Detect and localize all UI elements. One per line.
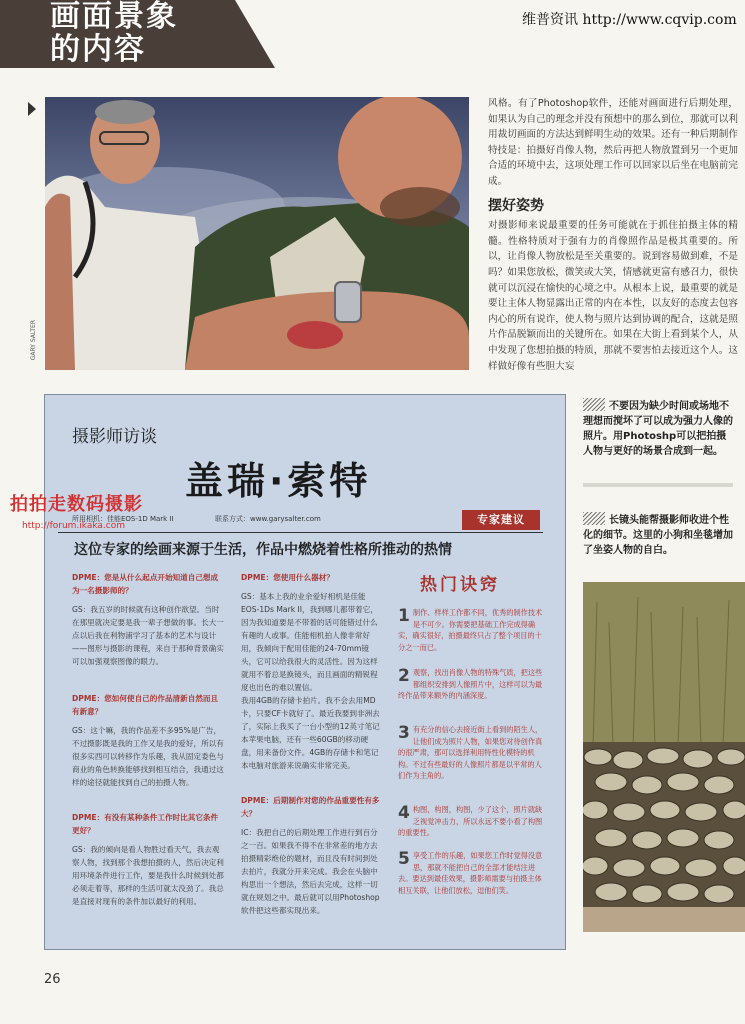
tip-text: 享受工作的乐趣，如果您工作时觉得没意思，那就不能把自己的全部才能结注进去。要达到最佳效果，摄影师需要与拍摄主体相互关联，让他们放松，逗他们笑。 <box>398 851 543 895</box>
two-men-portrait-image <box>45 97 469 370</box>
tip-number: 1 <box>398 606 410 626</box>
question: DPME：后期制作对您的作品重要性有多大？ <box>241 796 380 818</box>
side-note-1 <box>583 398 733 459</box>
tip-text: 构图，构图，构图，少了这个，照片就缺乏视觉冲击力，所以永远不要小看了构图的重要性。 <box>398 805 543 837</box>
tip-item <box>398 724 544 782</box>
intro-paragraph: 风格。有了Photoshop软件，还能对画面进行后期处理，如果认为自己的理念并没有预想中的那么到位，那就可以利用裁切画面的方法达到鲜明生动的效果。还有一种后期制作特技是：拍摄好肖像人物，然后再把人物放置到另一个更加合适的环境中去，这项处理工作可以回家以后坐在电脑前完成。 <box>488 98 738 187</box>
section-title-line1: 画面景象 <box>50 0 178 34</box>
answer: GS：我五岁的时候就有这种创作欲望。当时在那里就决定要是我一辈子想做的事。长大一点以后我在利物浦学习了基本的艺术与设计——图形与摄影的课程，来自于那种背景确实可以加强观察图像的眼力。 <box>72 605 224 666</box>
divider-line <box>58 532 543 533</box>
right-text-column <box>488 96 738 374</box>
section-title <box>50 0 178 66</box>
hatch-marker-icon <box>583 512 605 525</box>
question: DPME：您是从什么起点开始知道自己想成为一名摄影师的？ <box>72 573 219 595</box>
photographer-name: 盖瑞·索特 <box>185 459 372 503</box>
question: DPME：您使用什么器材？ <box>241 573 334 582</box>
expert-advice-badge: 专家建议 <box>462 510 540 530</box>
tip-item <box>398 804 544 839</box>
camera-info: 所用相机：佳能EOS-1D Mark II <box>72 515 174 523</box>
tip-text: 观察，找出肖像人物的特殊气质，把这些都组织安排到人像照片中，这样可以为最终作品带来额外的内涵深度。 <box>398 668 543 700</box>
grass-wall-photo <box>583 582 745 932</box>
tip-number: 4 <box>398 803 410 823</box>
pose-heading: 摆好姿势 <box>488 197 544 214</box>
page-number: 26 <box>44 972 61 987</box>
answer: GS：我的倾向是看人物胜过看天气，我去观察人物，找到那个我想拍摄的人，然后决定利用环境条件进行工作，要是我什么时候到处都必须走着等，那样的生活可就太没劲了。我总是直接对现有的条件加以最好的利用。 <box>72 845 224 906</box>
section-title-line2: 的内容 <box>50 32 146 67</box>
photo-credit: GARY SALTER <box>30 320 37 361</box>
tip-number: 5 <box>398 849 410 869</box>
triangle-marker-icon <box>28 102 36 116</box>
site-watermark: 维普资讯 http://www.cqvip.com <box>522 12 737 28</box>
tip-number: 3 <box>398 723 410 743</box>
interview-label: 摄影师访谈 <box>72 427 157 447</box>
question: DPME：您如何使自己的作品清新自然而且有新意？ <box>72 694 219 716</box>
answer: GS：基本上我的业余爱好相机是佳能EOS-1Ds Mark II，我到哪儿都带着它，因为我知道要是不带着的话可能错过什么有趣的人或事。佳能相机拍人像非常好用，我倾向于配用佳能的24-70mm镜头，它可以给我很大的灵活性。因为这样就用不着总是换镜头，而且画面的精锐程度也出色的难以置信。 我用4GB的存储卡拍片。我不会去用MD卡，只要CF卡就好了。最近我要到非洲去了，实际上我买了一台小型的12英寸笔记本苹果电脑，还有一些60GB的移动硬盘，用来备份文件。4GB的存储卡和笔记本电脑对旅游来说确实非常完美。 <box>241 592 380 770</box>
tip-text: 有充分的信心去接近街上看到的陌生人，让他们成为照片人物，如果您对待创作真的很严肃，那可以选择利用特性化模特的机构。不过有些最好的人像照片都是以平常的人们作为主角的。 <box>398 725 543 780</box>
contact-info: 联系方式：www.garysalter.com <box>215 515 321 523</box>
hero-photo <box>45 97 469 370</box>
tip-item <box>398 667 544 702</box>
side-note-text: 长镜头能帮摄影师收进个性化的细节。这里的小狗和坐毯增加了坐姿人物的自白。 <box>583 515 733 556</box>
forum-watermark: 拍拍走数码摄影 <box>10 494 143 515</box>
hatch-marker-icon <box>583 398 605 411</box>
side-note-2 <box>583 512 733 558</box>
pose-paragraph: 对摄影师来说最重要的任务可能就在于抓住拍摄主体的精髓。性格特质对于强有力的肖像照作品是极其重要的。所以，让肖像人物放松是至关重要的。说到容易做到难，不是吗？如果您放松，微笑或大笑，情感就更富有感召力，很快就可以沉浸在愉快的心境之中。从根本上说，最重要的就是要让主体人物显露出正常的内在本性，以友好的态度去包容内心的所有说诈，使人物与照片达到协调的配合，这就是照片作品脱颖而出的关键所在。如果在大街上看到某个人，从中发现了您想拍摄的特质，那就不要害怕去接近这个人。这样做好像有些胆大妄 <box>488 220 738 372</box>
answer: IC：我把自己的后期处理工作进行到百分之一百。如果我不得不在非常差的地方去拍摄精彩绝伦的题材，而且没有时间到处去拍片，我就分开来完成。我会在头脑中构思出一个想法，然后去完成，这样一切就在规划之中。最后就可以用Photoshop软件把这些都实现出来。 <box>241 828 380 915</box>
qa-column-2 <box>241 571 383 917</box>
side-divider <box>583 483 733 487</box>
answer: GS：这个嘛，我的作品差不多95%是广告，不过摄影既是我的工作又是我的爱好，所以有很多实西可以转移作为乐趣，我从固定委色与商业的角色转换能够找到相互结合，我通过这样的途径就能找到自己的拍摄人物。 <box>72 726 224 787</box>
interview-tagline: 这位专家的绘画来源于生活，作品中燃烧着性格所推动的热情 <box>74 542 452 558</box>
forum-url[interactable]: http://forum.ikaka.com <box>22 521 125 531</box>
tip-number: 2 <box>398 666 410 686</box>
tip-item <box>398 850 544 896</box>
tip-text: 制作、样样工作都不同，优秀的制作技术是不可少。你需要把基础工作完成得确实，确实很好，拍摄最终只占了整个项目的十分之一而已。 <box>398 608 543 652</box>
hot-tips-title: 热门诀窍 <box>420 575 500 595</box>
stone-wall-grass-image <box>583 582 745 932</box>
qa-column-1 <box>72 571 224 908</box>
side-note-text: 不要因为缺少时间或场地不理想而搅坏了可以成为强力人像的照片。用Photoshp可以把拍摄人物与更好的场景合成到一起。 <box>583 401 733 457</box>
tip-item <box>398 607 544 653</box>
question: DPME：有没有某种条件工作时比其它条件更好？ <box>72 813 219 835</box>
